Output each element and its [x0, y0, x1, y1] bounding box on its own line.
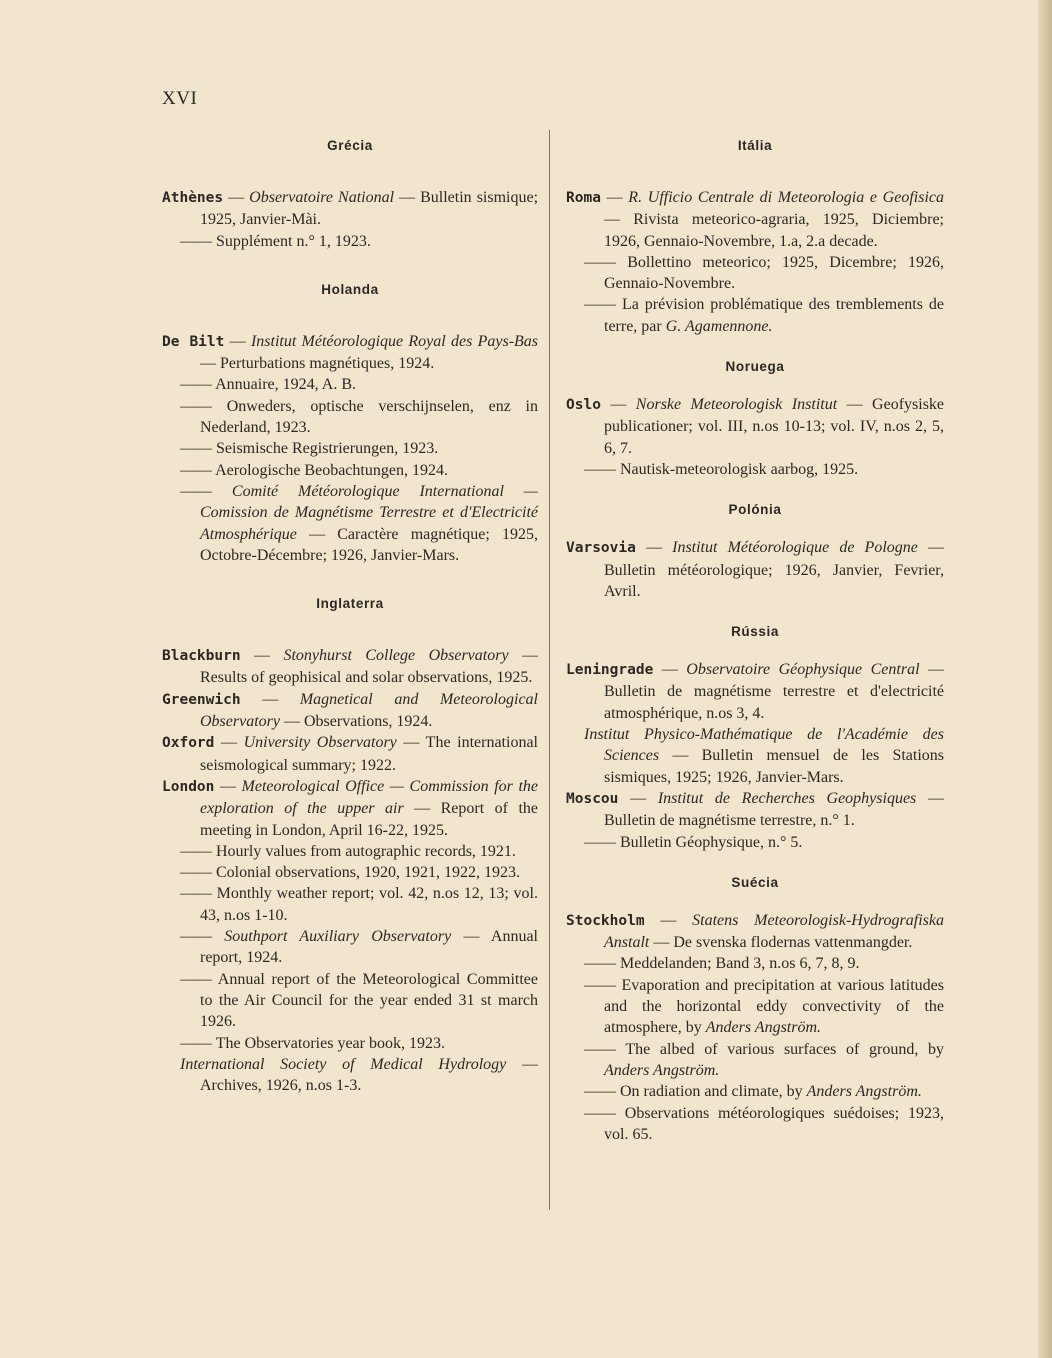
sub-entry-comite: —— Comité Météorologique International — Comission de Magnétisme Terrestre et d'Electricité Atmosphérique — Caractère magnétique; 1925, Octobre-Décembre; 1926, Janvier-Mars. [180, 482, 539, 564]
entry-greenwich: Greenwich — Magnetical and Meteorological Observatory — Observations, 1924. [162, 690, 538, 731]
institution-name: R. Ufficio Centrale di Meteorologia e Geofisica [628, 189, 944, 206]
sub-entry: —— Nautisk-meteorologisk aarbog, 1925. [584, 460, 859, 478]
publication-text: Bulletin sismique; 1925, Janvier-Mài. [200, 189, 539, 229]
sub-entry: —— Bollettino meteorico; 1925, Dicembre; 1926, Gennaio-Novembre. [584, 253, 945, 293]
institution-name: Comité Météorologique International — Comission de Magnétisme Terrestre et d'Electricité Atmosphérique [200, 482, 539, 543]
sub-entry: —— Monthly weather report; vol. 42, n.os 12, 13; vol. 43, n.os 1-10. [180, 885, 538, 924]
institution-name: Observatoire National [249, 189, 395, 206]
author-name: Anders Angström. [604, 1061, 720, 1079]
section-heading-grecia: Grécia [327, 138, 373, 153]
sub-entry-text: La prévision problématique des tremblements de terre, par [604, 296, 945, 335]
sub-entry: —— Colonial observations, 1920, 1921, 1922, 1923. [180, 864, 520, 882]
sub-entry: —— Evaporation and precipitation at various latitudes and the horizontal eddy convectivity of the atmosphere, by Anders Angström. [584, 976, 945, 1037]
spacer [162, 631, 538, 645]
entry-stockholm: Stockholm — Statens Meteorologisk-Hydrografiska Anstalt — De svenska flodernas vattenmangder. [566, 911, 945, 952]
section-heading-inglaterra: Inglaterra [316, 596, 384, 612]
sub-entry-text: On radiation and climate, by [620, 1083, 803, 1101]
institution-name: Southport Auxiliary Observatory [224, 928, 452, 946]
left-column [162, 130, 538, 1096]
publication-text: Perturbations magnétiques, 1924. [220, 355, 435, 373]
entry-oxford: Oxford — University Observatory — The international seismological summary; 1922. [162, 734, 538, 774]
sub-entry: —— Annuaire, 1924, A. B. [180, 376, 356, 394]
institution-name: Stonyhurst College Observatory [283, 647, 509, 665]
sub-entry-text: Bollettino meteorico; 1925, Dicembre; 1926, Gennaio-Novembre. [604, 253, 945, 293]
entry-moscou: Moscou — Institut de Recherches Geophysiques — Bulletin de magnétisme terrestre, n.° 1. [566, 789, 944, 830]
sub-entry: —— Aerologische Beobachtungen, 1924. [180, 461, 448, 479]
sub-entry-text: Annual report of the Meteorological Committee to the Air Council for the year ended 31 st march 1926. [200, 970, 538, 1031]
sub-entry-text: Evaporation and precipitation at various latitudes and the horizontal eddy convectivity of the atmosphere, by [604, 976, 945, 1037]
sub-entry: —— The albed of various surfaces of ground, by Anders Angström. [584, 1040, 944, 1079]
sub-entry: —— Observations météorologiques suédoises; 1923, vol. 65. [584, 1104, 945, 1143]
publication-text: Rivista meteorico-agraria, 1925, Diciembre; 1926, Gennaio-Novembre, 1.a, 2.a decade. [604, 211, 944, 250]
sub-entry-text: Colonial observations, 1920, 1921, 1922, 1923. [216, 864, 520, 882]
institution-name: Norske Meteorologisk Institut [635, 396, 838, 414]
publication-text: Results of geophisical and solar observations, 1925. [200, 669, 533, 687]
sub-entry-text: Nautisk-meteorologisk aarbog, 1925. [620, 460, 859, 478]
institution-name: Institut Météorologique de Pologne [672, 539, 918, 557]
sub-entry-text: Meddelanden; Band 3, n.os 6, 7, 8, 9. [620, 955, 860, 973]
institution-name: International Society of Medical Hydrology [180, 1055, 507, 1073]
section-heading-holanda: Holanda [321, 281, 379, 297]
entry-roma: Roma — R. Ufficio Centrale di Meteorologia e Geofisica — Rivista meteorico-agraria, 1925, Diciembre; 1926, Gennaio-Novembre, 1.a, 2.a decade. [566, 189, 944, 250]
publication-text: Report of the meeting in London, April 16-22, 1925. [200, 800, 538, 839]
section-heading-italia: Itália [737, 138, 773, 153]
sub-entry: —— Annual report of the Meteorological Committee to the Air Council for the year ended 31 st march 1926. [180, 970, 538, 1031]
entry-athenes: Athènes — Observatoire National — Bulletin sismique; 1925, Janvier-Mài. [162, 189, 539, 229]
author-name: Anders Angström. [705, 1019, 822, 1037]
publication-text: Bulletin de magnétisme terrestre et d'electricité atmosphérique, n.os 3, 4. [604, 683, 944, 722]
place-name: Roma [566, 190, 601, 206]
institution-name: Statens Meteorologisk-Hydrografiska Anstalt [604, 911, 945, 952]
sub-entry-text: Aerologische Beobachtungen, 1924. [215, 461, 448, 479]
publication-text: Bulletin météorologique; 1926, Janvier, Fevrier, Avril. [604, 561, 944, 600]
page-edge [1038, 0, 1052, 1358]
sub-entry: —— Bulletin Géophysique, n.° 5. [584, 833, 803, 851]
institution-name: Institut Physico-Mathématique de l'Académie des Sciences [584, 726, 944, 765]
spacer [566, 173, 944, 187]
place-name: Oslo [566, 397, 601, 414]
column-divider [549, 130, 550, 1210]
section-heading-russia: Rússia [731, 624, 779, 640]
sub-entry-southport: —— Southport Auxiliary Observatory — Annual report, 1924. [180, 928, 538, 967]
entry-varsovia: Varsovia — Institut Météorologique de Pologne — Bulletin météorologique; 1926, Janvier, Fevrier, Avril. [566, 539, 945, 600]
publication-text: De svenska flodernas vattenmangder. [673, 934, 913, 952]
right-column [566, 130, 944, 1145]
sub-entry: —— Hourly values from autographic records, 1921. [180, 842, 516, 860]
place-name: Oxford [162, 735, 215, 752]
sub-entry: —— Onweders, optische verschijnselen, enz in Nederland, 1923. [180, 397, 539, 437]
publication-text: Geofysiske publicationer; vol. III, n.os 10-13; vol. IV, n.os 2, 5, 6, 7. [604, 396, 945, 457]
place-name: Moscou [566, 790, 619, 807]
publication-text: Bulletin de magnétisme terrestre, n.° 1. [604, 812, 855, 830]
sub-entry: —— Meddelanden; Band 3, n.os 6, 7, 8, 9. [584, 955, 860, 973]
section-heading-suecia: Suécia [731, 874, 779, 890]
spacer [566, 853, 944, 867]
sub-entry-text: Onweders, optische verschijnselen, enz in Nederland, 1923. [200, 397, 539, 437]
spacer [162, 566, 538, 588]
section-heading-polonia: Polónia [728, 502, 782, 518]
sub-entry: —— The Observatories year book, 1923. [180, 1034, 445, 1052]
spacer [162, 252, 538, 274]
institution-name: Meteorological Office — Commission for the exploration of the upper air [200, 777, 539, 818]
institution-name: Institut Météorologique Royal des Pays-Bas [250, 332, 539, 350]
spacer [566, 480, 944, 494]
entry-london: London — Meteorological Office — Commission for the exploration of the upper air — Report of the meeting in London, April 16-22, 1925. [162, 777, 539, 839]
sub-entry-text: Monthly weather report; vol. 42, n.os 12, 13; vol. 43, n.os 1-10. [200, 885, 538, 924]
sub-entry-text: Bulletin Géophysique, n.° 5. [620, 833, 803, 851]
place-name: Leningrade [566, 662, 654, 679]
author-name: G. Agamennone. [665, 317, 773, 335]
sub-entry-text: Annual report, 1924. [200, 928, 538, 967]
place-name: Greenwich [162, 691, 241, 708]
place-name: Athènes [162, 190, 224, 206]
entry-de-bilt: De Bilt — Institut Météorologique Royal des Pays-Bas — Perturbations magnétiques, 1924. [162, 332, 539, 373]
place-name: Varsovia [566, 540, 636, 557]
author-name: Anders Angström. [806, 1083, 922, 1101]
sub-entry-text: Supplément n.° 1, 1923. [216, 232, 371, 250]
page-number: XVI [162, 88, 198, 109]
sub-entry: —— On radiation and climate, by Anders Angström. [584, 1083, 922, 1101]
place-name: London [162, 778, 215, 795]
sub-entry-text: Observations météorologiques suédoises; 1923, vol. 65. [604, 1104, 945, 1143]
place-name: Stockholm [566, 912, 645, 929]
entry-blackburn: Blackburn — Stonyhurst College Observatory — Results of geophisical and solar observations, 1925. [162, 647, 539, 687]
place-name: De Bilt [162, 333, 225, 350]
sub-entry: —— Supplément n.° 1, 1923. [180, 232, 371, 250]
sub-entry-text: The albed of various surfaces of ground, by [625, 1040, 944, 1058]
sub-entry-text: Seismische Registrierungen, 1923. [216, 440, 439, 458]
institution-name: University Observatory [243, 734, 397, 752]
entry-oslo: Oslo — Norske Meteorologisk Institut — Geofysiske publicationer; vol. III, n.os 10-13; vol. IV, n.os 2, 5, 6, 7. [566, 396, 945, 457]
spacer [162, 173, 538, 187]
publication-text: Archives, 1926, n.os 1-3. [200, 1077, 362, 1095]
entry-leningrade: Leningrade — Observatoire Géophysique Central — Bulletin de magnétisme terrestre et d'electricité atmosphérique, n.os 3, 4. [566, 661, 944, 722]
sub-entry: —— La prévision problématique des tremblements de terre, par G. Agamennone. [584, 296, 945, 335]
spacer [162, 317, 538, 331]
sub-entry-text: Annuaire, 1924, A. B. [215, 376, 356, 394]
spacer [566, 602, 944, 616]
place-name: Blackburn [162, 648, 241, 665]
publication-text: Observations, 1924. [303, 713, 433, 731]
sub-entry: —— Seismische Registrierungen, 1923. [180, 440, 439, 458]
sub-entry-text: Caractère magnétique; 1925, Octobre-Décembre; 1926, Janvier-Mars. [200, 525, 538, 564]
institution-name: Magnetical and Meteorological Observatory [200, 690, 538, 731]
section-heading-noruega: Noruega [725, 359, 785, 375]
sub-entry-text: Hourly values from autographic records, 1921. [216, 842, 516, 860]
institution-name: Institut de Recherches Geophysiques [657, 789, 917, 807]
sub-entry-text: The Observatories year book, 1923. [215, 1034, 445, 1052]
institution-name: Observatoire Géophysique Central [686, 661, 920, 679]
publication-text: Bulletin mensuel de les Stations sismiques, 1925; 1926, Janvier-Mars. [604, 747, 945, 786]
entry-institut-physico: Institut Physico-Mathématique de l'Académie des Sciences — Bulletin mensuel de les Stations sismiques, 1925; 1926, Janvier-Mars. [584, 726, 945, 786]
spacer [566, 337, 944, 351]
publication-text: The international seismological summary; 1922. [200, 734, 538, 774]
entry-intl-society: International Society of Medical Hydrology — Archives, 1926, n.os 1-3. [180, 1055, 538, 1095]
